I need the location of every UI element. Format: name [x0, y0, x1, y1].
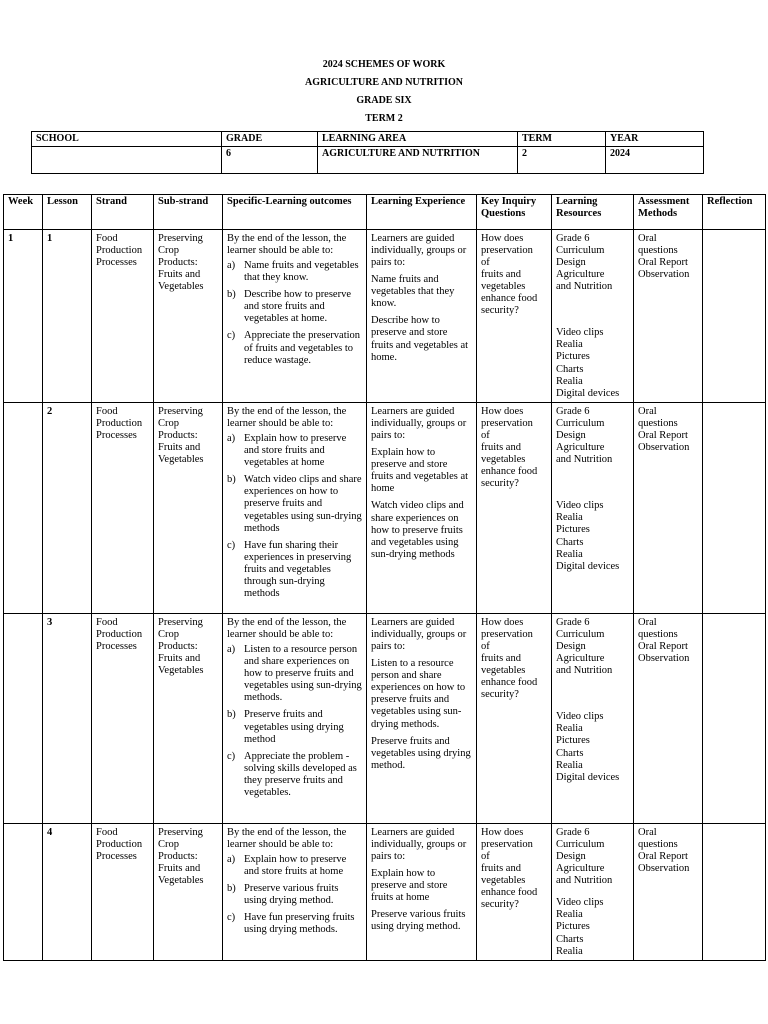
subject-title: AGRICULTURE AND NUTRITION [305, 77, 463, 88]
outcome-item [227, 433, 362, 469]
header-resources: Learning Resources [552, 195, 634, 230]
resource-line: Realia [556, 375, 583, 387]
info-header-cell: YEAR [606, 132, 704, 147]
outcome-letter: c) [227, 912, 236, 924]
resource-line: Design [556, 641, 586, 653]
resource-line: Digital devices [556, 560, 620, 572]
inquiry-line: How does [481, 617, 524, 628]
table-row [4, 824, 766, 961]
experience-paragraph: Explain how to preserve and store fruits at home [371, 868, 448, 904]
strand-cell [92, 230, 154, 403]
outcome-text: Watch video clips and share experiences on how to preserve fruits and vegetables using sun-drying methods [244, 474, 362, 534]
inquiry-line: enhance food [481, 466, 538, 478]
lesson-cell: 1 [43, 230, 92, 403]
outcomes-intro: By the end of the lesson, the learner should be able to: [227, 233, 347, 257]
sub-strand-cell [154, 403, 223, 614]
sub-strand-line: Products: [158, 430, 198, 442]
strand-cell [92, 403, 154, 614]
sub-strand-line: Fruits and [158, 653, 201, 665]
outcome-item [227, 289, 362, 325]
strand-line: Food [96, 233, 118, 244]
assessment-lines [638, 827, 698, 875]
outcome-text: Preserve various fruits using drying method. [244, 883, 339, 907]
resource-lines [556, 711, 629, 783]
inquiry-line: How does [481, 233, 524, 244]
inquiry-lines [481, 233, 547, 317]
sub-strand-lines [158, 406, 218, 466]
week-cell [4, 824, 43, 961]
outcome-text: Have fun sharing their experiences in preserving fruits and vegetables through sun-drying methods [244, 539, 352, 599]
strand-line: Processes [96, 641, 137, 653]
inquiry-line: fruits and [481, 269, 521, 281]
outcome-text: Describe how to preserve and store fruits and vegetables at home. [244, 289, 351, 325]
header-assessment: Assessment Methods [634, 195, 703, 230]
assessment-line: Oral [638, 233, 657, 244]
inquiry-lines [481, 617, 547, 701]
strand-line: Food [96, 406, 118, 417]
assessment-lines [638, 233, 698, 281]
resource-line: Design [556, 430, 586, 442]
info-header-cell: SCHOOL [32, 132, 222, 147]
table-row [4, 403, 766, 614]
week-cell [4, 403, 43, 614]
assessment-line: questions [638, 629, 678, 641]
strand-lines [96, 827, 149, 863]
header-strand: Strand [92, 195, 154, 230]
inquiry-line: of [481, 641, 490, 653]
resource-line: and Nutrition [556, 875, 613, 887]
resource-line: and Nutrition [556, 281, 613, 293]
header-reflection: Reflection [703, 195, 766, 230]
inquiry-line: preservation [481, 418, 533, 430]
learning-area-value: AGRICULTURE AND NUTRITION [318, 147, 518, 174]
inquiry-line: fruits and [481, 653, 521, 665]
inquiry-line: preservation [481, 629, 533, 641]
experience-paragraph: Describe how to preserve and store fruits and vegetables at home. [371, 315, 469, 363]
resource-line: Realia [556, 759, 583, 771]
resource-line: Charts [556, 363, 584, 375]
assessment-line: Oral Report [638, 430, 688, 442]
inquiry-line: vegetables [481, 454, 526, 466]
outcome-item [227, 912, 362, 936]
week-cell: 1 [4, 230, 43, 403]
sub-strand-line: Crop [158, 418, 179, 430]
resource-line: Pictures [556, 735, 590, 747]
resource-line: Digital devices [556, 387, 620, 399]
outcome-item [227, 474, 362, 534]
outcome-text: Explain how to preserve and store fruits and vegetables at home [244, 433, 347, 469]
assessment-line: Oral Report [638, 257, 688, 269]
resource-line: Charts [556, 933, 584, 945]
lesson-cell: 3 [43, 614, 92, 824]
header-sub-strand: Sub-strand [154, 195, 223, 230]
outcome-letter: a) [227, 644, 236, 656]
resource-lines [556, 897, 629, 957]
sub-strand-cell [154, 230, 223, 403]
inquiry-cell [477, 824, 552, 961]
inquiry-line: enhance food [481, 887, 538, 899]
resource-line: Realia [556, 339, 583, 351]
outcome-text: Appreciate the preservation of fruits and vegetables to reduce wastage. [244, 330, 361, 366]
experience-cell [367, 403, 477, 614]
resource-line: Curriculum [556, 839, 605, 851]
resource-line: Pictures [556, 524, 590, 536]
reflection-cell [703, 403, 766, 614]
strand-lines [96, 406, 149, 442]
resources-cell [552, 614, 634, 824]
outcome-letter: a) [227, 260, 236, 272]
inquiry-line: How does [481, 406, 524, 417]
strand-line: Processes [96, 430, 137, 442]
sub-strand-line: Vegetables [158, 875, 204, 887]
grade-title: GRADE SIX [356, 95, 412, 106]
header-outcomes: Specific-Learning outcomes [223, 195, 367, 230]
resource-line: Grade 6 [556, 617, 590, 628]
sub-strand-line: Fruits and [158, 863, 201, 875]
resource-line: and Nutrition [556, 665, 613, 677]
sub-strand-lines [158, 617, 218, 677]
resources-spacer [556, 466, 629, 500]
resource-lines [556, 500, 629, 572]
assessment-line: Oral Report [638, 851, 688, 863]
term-value: 2 [518, 147, 606, 174]
inquiry-line: How does [481, 827, 524, 838]
sub-strand-lines [158, 233, 218, 293]
outcome-text: Have fun preserving fruits using drying methods. [244, 912, 355, 936]
resource-line: Curriculum [556, 245, 605, 257]
inquiry-line: preservation [481, 245, 533, 257]
strand-cell [92, 614, 154, 824]
experience-paragraph: Learners are guided individually, groups or pairs to: [371, 406, 467, 442]
sub-strand-line: Preserving [158, 406, 203, 417]
header-inquiry: Key Inquiry Questions [477, 195, 552, 230]
table-row [4, 614, 766, 824]
strand-line: Production [96, 839, 143, 851]
sub-strand-line: Preserving [158, 617, 203, 628]
sub-strand-line: Fruits and [158, 442, 201, 454]
resource-line: Realia [556, 548, 583, 560]
resource-line: Grade 6 [556, 233, 590, 244]
resource-line: Video clips [556, 897, 604, 909]
info-header-cell: LEARNING AREA [318, 132, 518, 147]
outcomes-cell [223, 824, 367, 961]
inquiry-line: security? [481, 899, 519, 911]
sub-strand-line: Products: [158, 257, 198, 269]
resources-cell [552, 824, 634, 961]
reflection-cell [703, 230, 766, 403]
strand-line: Processes [96, 851, 137, 863]
strand-line: Processes [96, 257, 137, 269]
inquiry-line: security? [481, 478, 519, 490]
scheme-of-work-table [3, 194, 766, 961]
table-row [4, 230, 766, 403]
inquiry-cell [477, 230, 552, 403]
info-value-row [32, 147, 704, 174]
resource-line: Realia [556, 723, 583, 735]
grade-value: 6 [222, 147, 318, 174]
outcome-letter: a) [227, 854, 236, 866]
resource-line: Agriculture [556, 269, 605, 281]
resource-lines [556, 617, 629, 677]
sub-strand-line: Vegetables [158, 281, 204, 293]
strand-line: Production [96, 629, 143, 641]
assessment-lines [638, 406, 698, 454]
sub-strand-cell [154, 824, 223, 961]
resource-lines [556, 827, 629, 887]
assessment-line: questions [638, 245, 678, 257]
document-title: 2024 SCHEMES OF WORK [322, 59, 446, 70]
resources-cell [552, 403, 634, 614]
inquiry-line: enhance food [481, 677, 538, 689]
resource-line: Agriculture [556, 653, 605, 665]
outcomes-intro: By the end of the lesson, the learner should be able to: [227, 406, 347, 430]
resource-line: Video clips [556, 500, 604, 512]
outcome-item [227, 644, 362, 704]
assessment-line: Oral [638, 406, 657, 417]
outcome-letter: b) [227, 289, 236, 301]
assessment-cell [634, 403, 703, 614]
resource-line: Pictures [556, 921, 590, 933]
resource-line: Realia [556, 945, 583, 957]
resource-line: Charts [556, 747, 584, 759]
lesson-cell: 4 [43, 824, 92, 961]
experience-cell [367, 230, 477, 403]
header-week: Week [4, 195, 43, 230]
outcome-text: Appreciate the problem -solving skills developed as they preserve fruits and vegetables. [244, 750, 357, 798]
inquiry-line: vegetables [481, 281, 526, 293]
inquiry-cell [477, 614, 552, 824]
outcome-text: Name fruits and vegetables that they know. [244, 260, 359, 284]
outcome-text: Preserve fruits and vegetables using drying method [244, 709, 344, 745]
inquiry-line: of [481, 257, 490, 269]
assessment-line: questions [638, 418, 678, 430]
assessment-line: Oral [638, 827, 657, 838]
resource-lines [556, 233, 629, 293]
resource-line: Pictures [556, 351, 590, 363]
sub-strand-lines [158, 827, 218, 887]
strand-lines [96, 233, 149, 269]
info-header-cell: GRADE [222, 132, 318, 147]
assessment-line: questions [638, 839, 678, 851]
inquiry-lines [481, 827, 547, 911]
assessment-cell [634, 824, 703, 961]
header-experience: Learning Experience [367, 195, 477, 230]
experience-paragraph: Preserve fruits and vegetables using drying method. [371, 735, 471, 771]
experience-paragraph: Listen to a resource person and share experiences on how to preserve fruits and vegetables using sun-drying methods. [371, 658, 466, 730]
resources-spacer [556, 677, 629, 711]
experience-paragraph: Learners are guided individually, groups or pairs to: [371, 233, 467, 269]
lesson-cell: 2 [43, 403, 92, 614]
outcome-item [227, 709, 362, 745]
resource-line: Realia [556, 909, 583, 921]
resource-line: Grade 6 [556, 827, 590, 838]
strand-cell [92, 824, 154, 961]
experience-paragraph: Learners are guided individually, groups or pairs to: [371, 827, 467, 863]
resource-line: and Nutrition [556, 454, 613, 466]
outcomes-intro: By the end of the lesson, the learner should be able to: [227, 827, 347, 851]
inquiry-line: of [481, 430, 490, 442]
week-cell [4, 614, 43, 824]
resource-line: Charts [556, 536, 584, 548]
strand-line: Production [96, 245, 143, 257]
outcome-letter: a) [227, 433, 236, 445]
strand-line: Food [96, 827, 118, 838]
resource-line: Video clips [556, 711, 604, 723]
experience-paragraph: Preserve various fruits using drying method. [371, 909, 466, 933]
school-info-table [31, 131, 704, 174]
scheme-header-row [4, 195, 766, 230]
outcomes-cell [223, 230, 367, 403]
assessment-cell [634, 614, 703, 824]
term-title: TERM 2 [365, 113, 403, 124]
sub-strand-line: Products: [158, 641, 198, 653]
outcome-letter: b) [227, 474, 236, 486]
resource-line: Grade 6 [556, 406, 590, 417]
assessment-lines [638, 617, 698, 665]
assessment-line: Observation [638, 863, 690, 875]
outcome-text: Listen to a resource person and share experiences on how to preserve fruits and vegetables using sun-drying methods. [244, 644, 362, 704]
outcome-item [227, 751, 362, 799]
sub-strand-line: Preserving [158, 827, 203, 838]
outcome-text: Explain how to preserve and store fruits at home [244, 854, 347, 878]
reflection-cell [703, 824, 766, 961]
inquiry-line: security? [481, 305, 519, 317]
resource-line: Agriculture [556, 442, 605, 454]
outcome-item [227, 260, 362, 284]
experience-paragraph: Name fruits and vegetables that they know. [371, 274, 455, 310]
inquiry-line: of [481, 851, 490, 863]
sub-strand-line: Products: [158, 851, 198, 863]
resources-spacer [556, 887, 629, 897]
assessment-line: Oral Report [638, 641, 688, 653]
inquiry-line: preservation [481, 839, 533, 851]
inquiry-line: security? [481, 689, 519, 701]
outcome-item [227, 883, 362, 907]
inquiry-lines [481, 406, 547, 490]
experience-paragraph: Explain how to preserve and store fruits and vegetables at home [371, 447, 469, 495]
outcome-letter: b) [227, 709, 236, 721]
sub-strand-line: Vegetables [158, 454, 204, 466]
outcomes-intro: By the end of the lesson, the learner should be able to: [227, 617, 347, 641]
sub-strand-cell [154, 614, 223, 824]
assessment-cell [634, 230, 703, 403]
experience-paragraph: Watch video clips and share experiences on how to preserve fruits and vegetables using sun-drying methods [371, 500, 464, 560]
outcome-item [227, 854, 362, 878]
outcome-item [227, 540, 362, 600]
experience-cell [367, 614, 477, 824]
inquiry-line: vegetables [481, 875, 526, 887]
header-lesson: Lesson [43, 195, 92, 230]
resource-line: Agriculture [556, 863, 605, 875]
resource-line: Design [556, 257, 586, 269]
inquiry-line: fruits and [481, 442, 521, 454]
inquiry-line: vegetables [481, 665, 526, 677]
outcome-letter: c) [227, 750, 236, 762]
resource-line: Curriculum [556, 418, 605, 430]
experience-paragraph: Learners are guided individually, groups or pairs to: [371, 617, 467, 653]
resource-line: Curriculum [556, 629, 605, 641]
assessment-line: Oral [638, 617, 657, 628]
resource-lines [556, 406, 629, 466]
resources-spacer [556, 293, 629, 327]
school-value [32, 147, 222, 174]
sub-strand-line: Crop [158, 245, 179, 257]
info-header-row [32, 132, 704, 147]
resource-line: Digital devices [556, 771, 620, 783]
resources-cell [552, 230, 634, 403]
outcomes-cell [223, 403, 367, 614]
reflection-cell [703, 614, 766, 824]
outcome-item [227, 330, 362, 366]
strand-line: Production [96, 418, 143, 430]
assessment-line: Observation [638, 269, 690, 281]
sub-strand-line: Crop [158, 839, 179, 851]
outcome-letter: c) [227, 539, 236, 551]
outcomes-cell [223, 614, 367, 824]
outcome-letter: c) [227, 330, 236, 342]
resource-line: Design [556, 851, 586, 863]
info-header-cell: TERM [518, 132, 606, 147]
resource-line: Video clips [556, 327, 604, 339]
inquiry-cell [477, 403, 552, 614]
document-header [0, 58, 768, 130]
resource-lines [556, 327, 629, 399]
inquiry-line: enhance food [481, 293, 538, 305]
resource-line: Realia [556, 512, 583, 524]
assessment-line: Observation [638, 442, 690, 454]
sub-strand-line: Crop [158, 629, 179, 641]
outcome-letter: b) [227, 883, 236, 895]
sub-strand-line: Fruits and [158, 269, 201, 281]
inquiry-line: fruits and [481, 863, 521, 875]
experience-cell [367, 824, 477, 961]
year-value: 2024 [606, 147, 704, 174]
assessment-line: Observation [638, 653, 690, 665]
strand-line: Food [96, 617, 118, 628]
sub-strand-line: Preserving [158, 233, 203, 244]
sub-strand-line: Vegetables [158, 665, 204, 677]
strand-lines [96, 617, 149, 653]
